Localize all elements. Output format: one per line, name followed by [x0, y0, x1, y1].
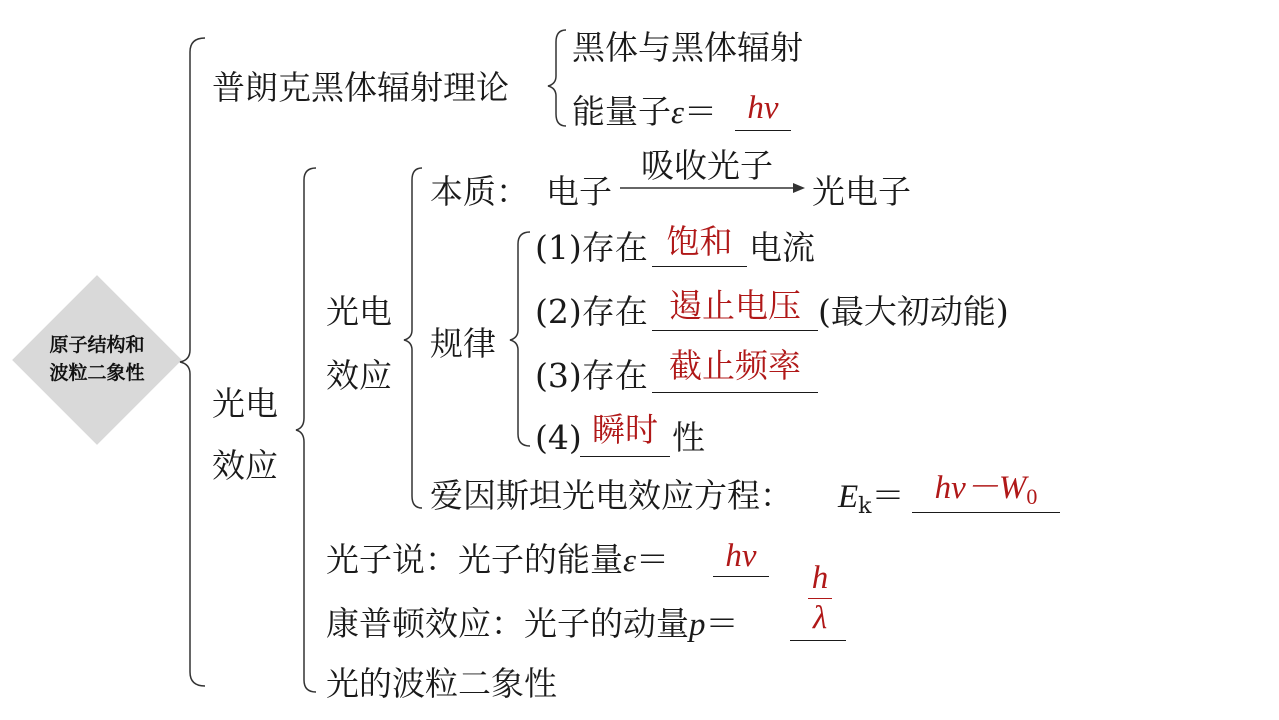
- law-3-prefix: (3)存在: [535, 356, 648, 395]
- law-4-blank: [580, 456, 670, 457]
- law-4-suffix: 性: [672, 418, 705, 457]
- compton-blank: [790, 640, 846, 641]
- law-1-prefix: (1)存在: [535, 228, 648, 267]
- planck-brace: [548, 30, 566, 126]
- photon-blank: [713, 576, 769, 577]
- inner-photoelectric-title-1: 光电: [326, 292, 392, 331]
- planck-item-quantum: 能量子ε＝: [572, 92, 718, 131]
- essence-label: 本质：: [430, 172, 529, 211]
- compton-label: 康普顿效应：光子的动量p＝: [326, 604, 739, 643]
- inner-photoelectric-title-2: 效应: [326, 356, 392, 395]
- law-2-suffix: (最大初动能): [818, 292, 1009, 331]
- einstein-answer: $h\nu-W_0$: [934, 470, 1038, 509]
- law-2-answer: 遏止电压: [669, 286, 801, 325]
- law-4-answer: 瞬时: [592, 410, 658, 449]
- essence-from: 电子: [546, 172, 612, 211]
- laws-label: 规律: [430, 324, 496, 363]
- root-label: 原子结构和 波粒二象性: [49, 334, 145, 384]
- photoelectric-brace: [296, 168, 316, 692]
- photon-answer: hν: [725, 538, 757, 574]
- einstein-blank: [912, 512, 1060, 513]
- law-3-blank: [652, 392, 818, 393]
- law-3-answer: 截止频率: [669, 346, 801, 385]
- planck-blank: [735, 130, 791, 131]
- photoelectric-title-2: 效应: [212, 446, 278, 485]
- einstein-label: 爱因斯坦光电效应方程：: [430, 476, 793, 515]
- law-1-suffix: 电流: [749, 228, 815, 267]
- inner-photoelectric-brace: [404, 168, 422, 508]
- photon-label: 光子说：光子的能量ε＝: [326, 540, 670, 579]
- law-2-prefix: (2)存在: [535, 292, 648, 331]
- planck-item-blackbody: 黑体与黑体辐射: [572, 28, 803, 67]
- law-1-blank: [652, 266, 747, 267]
- einstein-lhs: $E_k=$: [838, 476, 905, 519]
- essence-to: 光电子: [812, 172, 911, 211]
- essence-arrow-head: [793, 183, 805, 193]
- photoelectric-title-1: 光电: [212, 384, 278, 423]
- law-4-prefix: (4): [535, 418, 582, 457]
- main-brace: [180, 38, 205, 686]
- laws-brace: [510, 232, 530, 446]
- planck-title: 普朗克黑体辐射理论: [212, 68, 509, 107]
- planck-answer: hν: [747, 90, 779, 126]
- essence-arrow-label: 吸收光子: [641, 146, 773, 185]
- law-1-answer: 饱和: [666, 222, 733, 261]
- duality-label: 光的波粒二象性: [326, 664, 557, 703]
- fraction-bar: [808, 598, 832, 599]
- fraction-numerator: h: [811, 560, 829, 596]
- law-2-blank: [652, 330, 818, 331]
- fraction-denominator: λ: [812, 600, 828, 636]
